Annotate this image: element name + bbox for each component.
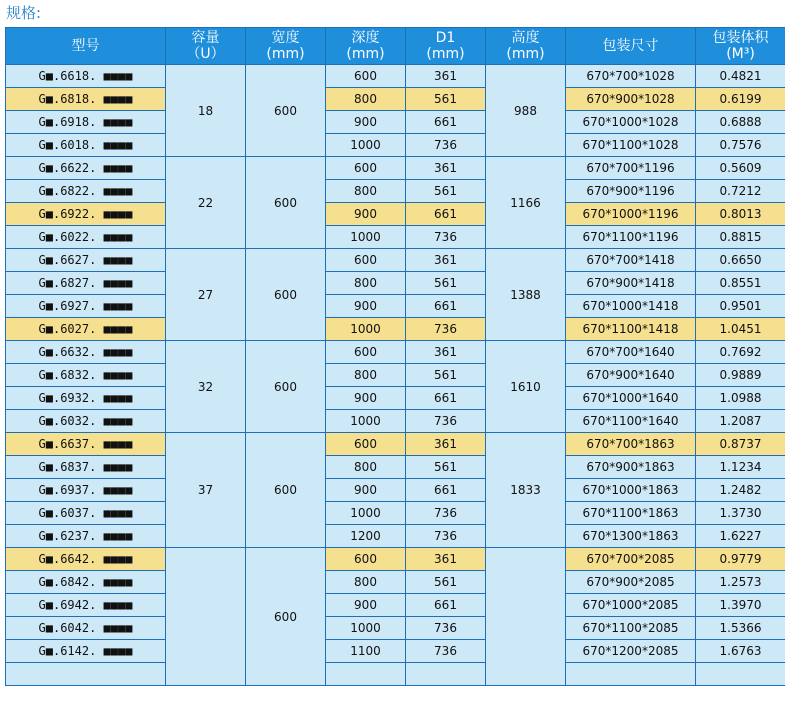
cell-pack-volume: 0.6199 [696, 88, 786, 111]
table-row [6, 341, 786, 364]
cell-d1: 661 [406, 479, 486, 502]
cell-pack-volume: 0.9779 [696, 548, 786, 571]
cell-depth: 1000 [326, 410, 406, 433]
cell-pack-size: 670*900*1863 [566, 456, 696, 479]
cell-model: G■.6237. ■■■■ [6, 525, 166, 548]
table-row [6, 525, 786, 548]
cell-pack-size: 670*1000*1863 [566, 479, 696, 502]
table-body [6, 65, 786, 686]
cell-d1: 736 [406, 502, 486, 525]
cell-d1: 561 [406, 88, 486, 111]
cell-model: G■.6022. ■■■■ [6, 226, 166, 249]
cell-model: G■.6032. ■■■■ [6, 410, 166, 433]
table-row [6, 548, 786, 571]
cell-d1: 361 [406, 249, 486, 272]
table-row [6, 88, 786, 111]
table-header-row [6, 28, 786, 65]
header-capacity: 容量 （U） [166, 28, 246, 65]
cell-model: G■.6837. ■■■■ [6, 456, 166, 479]
cell-pack-size: 670*1000*1028 [566, 111, 696, 134]
cell-pack-size: 670*700*1863 [566, 433, 696, 456]
cell-pack-volume: 0.7692 [696, 341, 786, 364]
table-row [6, 479, 786, 502]
header-width: 宽度 (mm) [246, 28, 326, 65]
cell-capacity: 18 [166, 65, 246, 157]
cell-model: G■.6642. ■■■■ [6, 548, 166, 571]
cell-depth: 800 [326, 272, 406, 295]
cell-model: G■.6142. ■■■■ [6, 640, 166, 663]
cell-pack-volume: 0.8551 [696, 272, 786, 295]
cell-d1: 361 [406, 433, 486, 456]
cell-pack-volume: 1.2482 [696, 479, 786, 502]
cell-depth: 800 [326, 88, 406, 111]
cell-pack-size: 670*1100*1028 [566, 134, 696, 157]
cell-height: 1388 [486, 249, 566, 341]
cell-pack-volume: 0.8737 [696, 433, 786, 456]
cell-pack-size: 670*700*1028 [566, 65, 696, 88]
cell-width: 600 [246, 548, 326, 686]
cell-d1: 361 [406, 157, 486, 180]
cell-pack-size: 670*1100*1418 [566, 318, 696, 341]
header-depth: 深度 (mm) [326, 28, 406, 65]
cell-d1: 661 [406, 387, 486, 410]
table-row [6, 111, 786, 134]
cell-depth: 1000 [326, 226, 406, 249]
cell-pack-volume: 1.3730 [696, 502, 786, 525]
cell-pack-size: 670*900*1028 [566, 88, 696, 111]
cell-depth [326, 663, 406, 686]
cell-width: 600 [246, 433, 326, 548]
cell-height: 988 [486, 65, 566, 157]
cell-pack-size: 670*700*1418 [566, 249, 696, 272]
cell-pack-size: 670*900*1418 [566, 272, 696, 295]
cell-d1: 361 [406, 341, 486, 364]
cell-d1: 661 [406, 203, 486, 226]
cell-model: G■.6822. ■■■■ [6, 180, 166, 203]
cell-model: G■.6832. ■■■■ [6, 364, 166, 387]
cell-depth: 600 [326, 249, 406, 272]
cell-pack-size: 670*1100*2085 [566, 617, 696, 640]
header-d1: D1 (mm) [406, 28, 486, 65]
cell-height [486, 548, 566, 686]
header-model: 型号 [6, 28, 166, 65]
cell-depth: 900 [326, 387, 406, 410]
cell-d1: 736 [406, 226, 486, 249]
cell-depth: 1100 [326, 640, 406, 663]
table-row [6, 502, 786, 525]
cell-depth: 900 [326, 203, 406, 226]
cell-pack-volume: 1.6227 [696, 525, 786, 548]
cell-pack-volume: 0.6650 [696, 249, 786, 272]
cell-pack-size: 670*1000*1196 [566, 203, 696, 226]
cell-pack-volume: 0.7576 [696, 134, 786, 157]
table-row [6, 295, 786, 318]
cell-pack-volume: 0.8815 [696, 226, 786, 249]
spec-table [5, 27, 785, 686]
cell-model: G■.6927. ■■■■ [6, 295, 166, 318]
cell-pack-size: 670*1200*2085 [566, 640, 696, 663]
spec-caption: 规格: [6, 4, 42, 22]
cell-d1: 561 [406, 364, 486, 387]
cell-d1: 561 [406, 571, 486, 594]
cell-height: 1610 [486, 341, 566, 433]
cell-pack-volume [696, 663, 786, 686]
table-row [6, 433, 786, 456]
spec-table-container [5, 27, 785, 727]
cell-d1: 736 [406, 410, 486, 433]
cell-model: G■.6818. ■■■■ [6, 88, 166, 111]
table-row [6, 663, 786, 686]
cell-pack-volume: 1.6763 [696, 640, 786, 663]
cell-depth: 600 [326, 548, 406, 571]
table-row [6, 387, 786, 410]
cell-model: G■.6827. ■■■■ [6, 272, 166, 295]
cell-d1: 736 [406, 525, 486, 548]
cell-d1: 661 [406, 295, 486, 318]
cell-depth: 800 [326, 364, 406, 387]
cell-pack-volume: 1.2087 [696, 410, 786, 433]
cell-model: G■.6037. ■■■■ [6, 502, 166, 525]
cell-depth: 800 [326, 180, 406, 203]
header-height: 高度 (mm) [486, 28, 566, 65]
cell-model: G■.6842. ■■■■ [6, 571, 166, 594]
cell-depth: 600 [326, 433, 406, 456]
table-row [6, 65, 786, 88]
cell-height: 1833 [486, 433, 566, 548]
header-pack-size: 包装尺寸 [566, 28, 696, 65]
cell-depth: 1000 [326, 318, 406, 341]
cell-capacity [166, 548, 246, 686]
cell-pack-volume: 1.1234 [696, 456, 786, 479]
cell-depth: 1200 [326, 525, 406, 548]
table-row [6, 617, 786, 640]
cell-pack-volume: 0.9501 [696, 295, 786, 318]
header-pack-volume: 包装体积 (M³) [696, 28, 786, 65]
cell-model: G■.6027. ■■■■ [6, 318, 166, 341]
cell-d1: 361 [406, 65, 486, 88]
cell-pack-volume: 1.5366 [696, 617, 786, 640]
cell-model: G■.6637. ■■■■ [6, 433, 166, 456]
cell-width: 600 [246, 157, 326, 249]
table-row [6, 226, 786, 249]
cell-pack-volume: 1.0988 [696, 387, 786, 410]
cell-d1: 661 [406, 111, 486, 134]
table-row [6, 456, 786, 479]
cell-model: G■.6632. ■■■■ [6, 341, 166, 364]
cell-model: G■.6018. ■■■■ [6, 134, 166, 157]
cell-capacity: 37 [166, 433, 246, 548]
cell-pack-volume: 0.5609 [696, 157, 786, 180]
cell-depth: 1000 [326, 134, 406, 157]
cell-depth: 1000 [326, 502, 406, 525]
cell-width: 600 [246, 65, 326, 157]
cell-pack-size: 670*700*1640 [566, 341, 696, 364]
cell-pack-volume: 0.7212 [696, 180, 786, 203]
cell-model: G■.6922. ■■■■ [6, 203, 166, 226]
table-row [6, 364, 786, 387]
cell-depth: 900 [326, 479, 406, 502]
cell-pack-volume: 0.9889 [696, 364, 786, 387]
cell-pack-volume: 0.6888 [696, 111, 786, 134]
cell-pack-size: 670*1000*1640 [566, 387, 696, 410]
table-row [6, 157, 786, 180]
table-row [6, 134, 786, 157]
cell-capacity: 32 [166, 341, 246, 433]
cell-model: G■.6042. ■■■■ [6, 617, 166, 640]
cell-d1: 561 [406, 272, 486, 295]
cell-pack-size: 670*1100*1863 [566, 502, 696, 525]
table-row [6, 640, 786, 663]
cell-pack-size: 670*900*1640 [566, 364, 696, 387]
table-row [6, 594, 786, 617]
cell-depth: 800 [326, 456, 406, 479]
cell-pack-size: 670*1000*2085 [566, 594, 696, 617]
cell-depth: 600 [326, 341, 406, 364]
cell-pack-size: 670*700*1196 [566, 157, 696, 180]
cell-model: G■.6627. ■■■■ [6, 249, 166, 272]
cell-d1: 561 [406, 456, 486, 479]
table-row [6, 203, 786, 226]
cell-d1: 736 [406, 640, 486, 663]
cell-pack-size [566, 663, 696, 686]
cell-model: G■.6622. ■■■■ [6, 157, 166, 180]
cell-d1: 736 [406, 134, 486, 157]
cell-model: G■.6918. ■■■■ [6, 111, 166, 134]
cell-pack-size: 670*1300*1863 [566, 525, 696, 548]
cell-pack-volume: 1.3970 [696, 594, 786, 617]
cell-model: G■.6618. ■■■■ [6, 65, 166, 88]
cell-capacity: 27 [166, 249, 246, 341]
table-row [6, 410, 786, 433]
table-row [6, 180, 786, 203]
table-row [6, 249, 786, 272]
table-row [6, 318, 786, 341]
cell-model: G■.6937. ■■■■ [6, 479, 166, 502]
cell-depth: 600 [326, 65, 406, 88]
cell-d1: 661 [406, 594, 486, 617]
cell-d1: 361 [406, 548, 486, 571]
cell-depth: 900 [326, 594, 406, 617]
cell-pack-size: 670*1000*1418 [566, 295, 696, 318]
cell-width: 600 [246, 249, 326, 341]
cell-d1: 736 [406, 617, 486, 640]
cell-d1 [406, 663, 486, 686]
cell-pack-size: 670*900*2085 [566, 571, 696, 594]
cell-width: 600 [246, 341, 326, 433]
cell-depth: 600 [326, 157, 406, 180]
cell-depth: 1000 [326, 617, 406, 640]
cell-model [6, 663, 166, 686]
cell-depth: 900 [326, 295, 406, 318]
cell-pack-volume: 0.4821 [696, 65, 786, 88]
cell-d1: 736 [406, 318, 486, 341]
table-row [6, 272, 786, 295]
cell-pack-volume: 0.8013 [696, 203, 786, 226]
cell-model: G■.6942. ■■■■ [6, 594, 166, 617]
cell-pack-size: 670*1100*1640 [566, 410, 696, 433]
cell-capacity: 22 [166, 157, 246, 249]
table-row [6, 571, 786, 594]
cell-depth: 800 [326, 571, 406, 594]
cell-pack-size: 670*900*1196 [566, 180, 696, 203]
cell-pack-size: 670*1100*1196 [566, 226, 696, 249]
cell-model: G■.6932. ■■■■ [6, 387, 166, 410]
cell-d1: 561 [406, 180, 486, 203]
cell-pack-size: 670*700*2085 [566, 548, 696, 571]
cell-pack-volume: 1.0451 [696, 318, 786, 341]
cell-depth: 900 [326, 111, 406, 134]
cell-pack-volume: 1.2573 [696, 571, 786, 594]
cell-height: 1166 [486, 157, 566, 249]
